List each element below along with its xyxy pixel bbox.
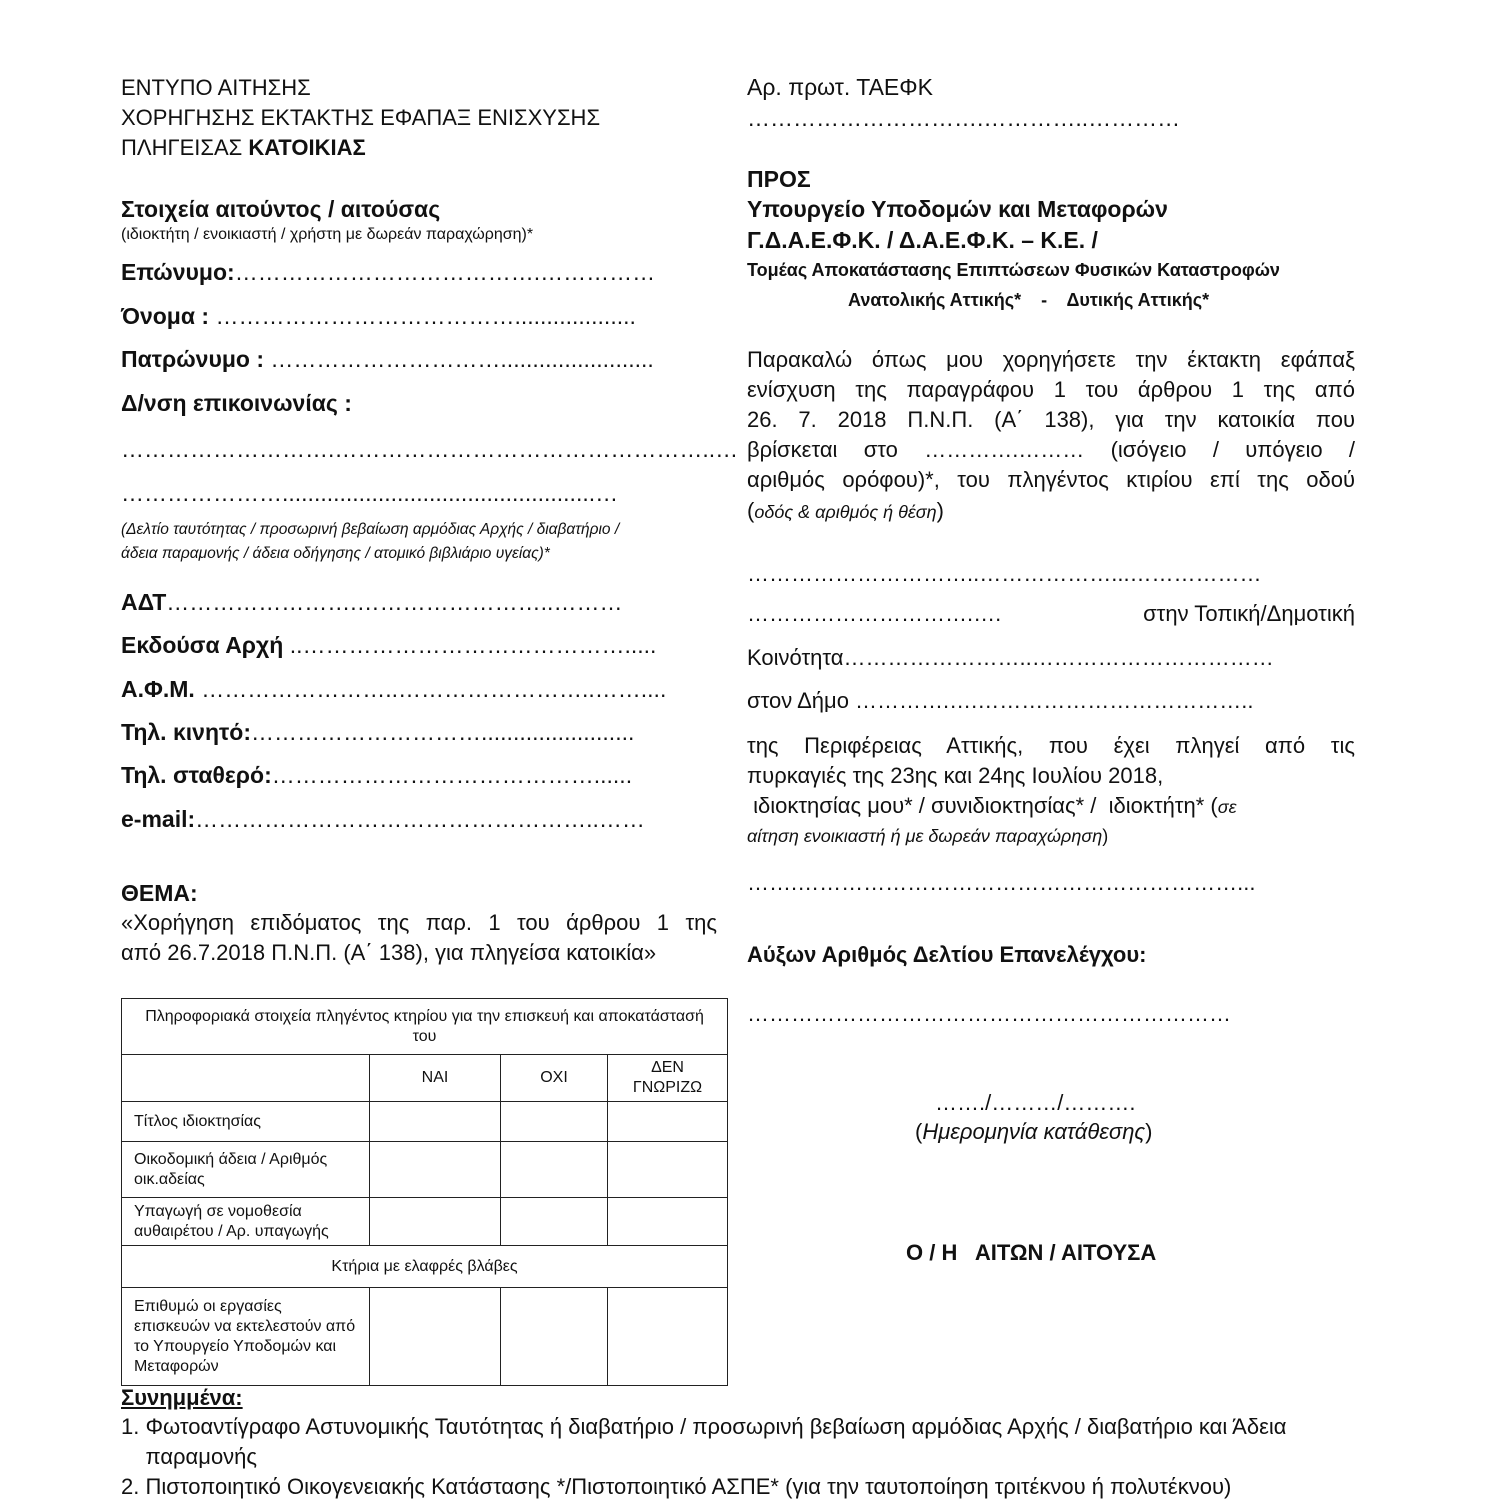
afm-field[interactable] bbox=[121, 676, 666, 703]
email-input[interactable]: ……………………………………………..…… bbox=[195, 806, 645, 832]
table-cell-yes[interactable] bbox=[370, 1198, 501, 1246]
attachment-item-1: 1. Φωτοαντίγραφο Αστυνομικής Ταυτότητας ή διαβατήριο / προσωρινή βεβαίωση αρμόδιας Αρχής / διαβατήριο και Άδεια bbox=[121, 1414, 1287, 1439]
column-header-yes: ΝΑΙ bbox=[370, 1055, 501, 1102]
table-cell-no[interactable] bbox=[501, 1198, 608, 1246]
issuing-authority-input[interactable]: ..……………………………………..... bbox=[289, 632, 657, 658]
attachments-heading: Συνημμένα: bbox=[121, 1385, 243, 1410]
form-title-bold: ΚΑΤΟΙΚΙΑΣ bbox=[248, 135, 366, 160]
table-cell-dont-know[interactable] bbox=[608, 1288, 728, 1386]
name-field[interactable] bbox=[121, 303, 636, 330]
email-field[interactable] bbox=[121, 806, 645, 833]
fathers-name-input[interactable]: …………………………........................ bbox=[270, 346, 654, 372]
subject-heading: ΘΕΜΑ: bbox=[121, 880, 198, 906]
request-line5: αριθμός ορόφου)*, του πληγέντος κτιρίου επί της οδού bbox=[747, 467, 1355, 492]
to-heading: ΠΡΟΣ bbox=[747, 166, 811, 192]
sector-name: Τομέας Αποκατάστασης Επιπτώσεων Φυσικών Καταστροφών bbox=[747, 260, 1280, 280]
date-input[interactable]: ……./………/………. bbox=[935, 1090, 1136, 1115]
address-label: Δ/νση επικοινωνίας : bbox=[121, 390, 352, 416]
table-cell-yes[interactable] bbox=[370, 1288, 501, 1386]
attachment-item-1-cont: παραμονής bbox=[121, 1444, 258, 1469]
email-label: e-mail: bbox=[121, 806, 196, 832]
surname-input[interactable]: ………………………………….…………… bbox=[234, 259, 656, 285]
landline-label: Τηλ. σταθερό: bbox=[121, 762, 272, 788]
mobile-field[interactable] bbox=[121, 719, 634, 746]
date-label-text: Ημερομηνία κατάθεσης bbox=[922, 1119, 1146, 1144]
column-header-empty bbox=[122, 1055, 370, 1102]
name-input[interactable]: …………………………………................... bbox=[215, 303, 636, 329]
subject-line2: από 26.7.2018 Π.Ν.Π. (Α΄ 138), για πληγείσα κατοικία» bbox=[121, 940, 657, 965]
ownership-input[interactable]: …….……………………………………………………... bbox=[747, 870, 1256, 895]
protocol-input[interactable]: ………………………….…………..………… bbox=[747, 105, 1181, 131]
table-cell-dont-know[interactable] bbox=[608, 1142, 728, 1198]
id-note-line1: (Δελτίο ταυτότητας / προσωρινή βεβαίωση αρμόδιας Αρχής / διαβατήριο / bbox=[121, 521, 620, 538]
table-header: Πληροφοριακά στοιχεία πληγέντος κτηρίου για την επισκευή και αποκατάστασή του bbox=[122, 999, 728, 1055]
table-row-label: Τίτλος ιδιοκτησίας bbox=[122, 1102, 370, 1142]
municipality-label: στον Δήμο bbox=[747, 688, 856, 713]
ownership-text: ιδιοκτησίας μου* / συνιδιοκτησίας* / ιδιοκτήτη* ( bbox=[747, 793, 1218, 818]
fathers-name-label: Πατρώνυμο : bbox=[121, 346, 271, 372]
municipality-input[interactable]: ………….….……………………………….. bbox=[855, 688, 1254, 713]
issuing-authority-field[interactable] bbox=[121, 632, 656, 659]
form-title-text: ΠΛΗΓΕΙΣΑΣ bbox=[121, 135, 249, 160]
regions-line: Ανατολικής Αττικής* - Δυτικής Αττικής* bbox=[848, 290, 1210, 310]
applicant-heading: Στοιχεία αιτούντος / αιτούσας bbox=[121, 196, 441, 222]
request-line1: Παρακαλώ όπως μου χορηγήσετε την έκτακτη εφάπαξ bbox=[747, 347, 1355, 372]
table-cell-dont-know[interactable] bbox=[608, 1102, 728, 1142]
table-cell-yes[interactable] bbox=[370, 1102, 501, 1142]
community-field[interactable] bbox=[747, 645, 1274, 671]
ownership-note: αίτηση ενοικιαστή ή με δωρεάν παραχώρηση) bbox=[747, 826, 1109, 846]
date-label: (Ημερομηνία κατάθεσης) bbox=[915, 1119, 1153, 1144]
issuing-authority-label: Εκδούσα Αρχή bbox=[121, 632, 290, 658]
table-cell-no[interactable] bbox=[501, 1288, 608, 1386]
street-note-text: οδός & αριθμός ή θέση bbox=[754, 502, 937, 522]
control-sheet-heading: Αύξων Αριθμός Δελτίου Επανελέγχου: bbox=[747, 942, 1147, 967]
address-input-line1[interactable]: ……………………….…………………………………………..… bbox=[121, 436, 739, 462]
table-section-header: Κτήρια με ελαφρές βλάβες bbox=[122, 1246, 728, 1288]
ownership-note-b: αίτηση ενοικιαστή ή με δωρεάν παραχώρηση bbox=[747, 826, 1103, 846]
column-header-dont-know: ΔΕΝ ΓΝΩΡΙΖΩ bbox=[608, 1055, 728, 1102]
request-line4: βρίσκεται στο ………….……… (ισόγειο / υπόγειο / bbox=[747, 437, 1355, 462]
table-cell-no[interactable] bbox=[501, 1102, 608, 1142]
request-line2: ενίσχυση της παραγράφου 1 του άρθρου 1 της από bbox=[747, 377, 1355, 402]
table-cell-dont-know[interactable] bbox=[608, 1198, 728, 1246]
form-title-line1: ΕΝΤΥΠΟ ΑΙΤΗΣΗΣ bbox=[121, 75, 311, 100]
subject-line1: «Χορήγηση επιδόματος της παρ. 1 του άρθρου 1 της bbox=[121, 910, 717, 935]
street-input-cont[interactable]: ………………………….…. bbox=[747, 601, 1002, 626]
adt-field[interactable] bbox=[121, 589, 622, 616]
id-note-line2: άδεια παραμονής / άδεια οδήγησης / ατομικό βιβλιάριο υγείας)* bbox=[121, 545, 550, 562]
table-row-label: Επιθυμώ οι εργασίες επισκευών να εκτελεστούν από το Υπουργείο Υποδομών και Μεταφορών bbox=[122, 1288, 370, 1386]
ownership-line bbox=[747, 793, 1355, 819]
landline-input[interactable]: ……………………………………...... bbox=[271, 762, 633, 788]
surname-field[interactable] bbox=[121, 259, 655, 286]
table-cell-yes[interactable] bbox=[370, 1142, 501, 1198]
attachment-item-2: 2. Πιστοποιητικό Οικογενειακής Κατάστασης */Πιστοποιητικό ΑΣΠΕ* (για την ταυτοποίηση τριτέκνου ή πολυτέκνου) bbox=[121, 1474, 1232, 1499]
mobile-label: Τηλ. κινητό: bbox=[121, 719, 251, 745]
community-type-text: στην Τοπική/Δημοτική bbox=[1143, 601, 1355, 626]
form-title-line3 bbox=[121, 135, 366, 161]
ministry-name: Υπουργείο Υποδομών και Μεταφορών bbox=[747, 196, 1168, 222]
address-input-line2[interactable]: ………………….................................................… bbox=[121, 480, 619, 506]
signature-label: Ο / Η ΑΙΤΩΝ / ΑΙΤΟΥΣΑ bbox=[906, 1240, 1157, 1265]
applicant-subheading: (ιδιοκτήτη / ενοικιαστή / χρήστη με δωρεάν παραχώρηση)* bbox=[121, 226, 534, 243]
mobile-input[interactable]: …………………………........................ bbox=[251, 719, 635, 745]
adt-input[interactable]: …………………….……………………..……… bbox=[166, 589, 623, 615]
landline-field[interactable] bbox=[121, 762, 632, 789]
form-title-line2: ΧΟΡΗΓΗΣΗΣ ΕΚΤΑΚΤΗΣ ΕΦΑΠΑΞ ΕΝΙΣΧΥΣΗΣ bbox=[121, 105, 601, 130]
community-line bbox=[747, 601, 1355, 627]
region-line1: της Περιφέρειας Αττικής, που έχει πληγεί από τις bbox=[747, 733, 1355, 758]
fathers-name-field[interactable] bbox=[121, 346, 654, 373]
directorate-name: Γ.Δ.Α.Ε.Φ.Κ. / Δ.Α.Ε.Φ.Κ. – Κ.Ε. / bbox=[747, 227, 1098, 253]
table-row-label: Οικοδομική άδεια / Αριθμός οικ.αδείας bbox=[122, 1142, 370, 1198]
surname-label: Επώνυμο: bbox=[121, 259, 235, 285]
street-note: (οδός & αριθμός ή θέση) bbox=[747, 498, 944, 523]
table-cell-no[interactable] bbox=[501, 1142, 608, 1198]
municipality-field[interactable] bbox=[747, 688, 1254, 714]
table-row-label: Υπαγωγή σε νομοθεσία αυθαιρέτου / Αρ. υπαγωγής bbox=[122, 1198, 370, 1246]
ownership-note-a: σε bbox=[1217, 797, 1237, 817]
adt-label: ΑΔΤ bbox=[121, 589, 167, 615]
afm-input[interactable]: ……………………..……………………..…….... bbox=[201, 676, 667, 702]
request-line3: 26. 7. 2018 Π.Ν.Π. (Α΄ 138), για την κατοικία που bbox=[747, 407, 1355, 432]
building-info-table bbox=[121, 998, 728, 1386]
street-input[interactable]: …………………………..………………...……………… bbox=[747, 561, 1262, 586]
community-input[interactable]: ……………………..…………………………… bbox=[843, 645, 1274, 670]
community-label: Κοινότητα bbox=[747, 645, 844, 670]
afm-label: Α.Φ.Μ. bbox=[121, 676, 202, 702]
region-line2: πυρκαγιές της 23ης και 24ης Ιουλίου 2018, bbox=[747, 763, 1164, 788]
protocol-label: Αρ. πρωτ. ΤΑΕΦΚ bbox=[747, 74, 933, 100]
control-sheet-input[interactable]: ………………………………………………………… bbox=[747, 1001, 1231, 1026]
column-header-no: ΟΧΙ bbox=[501, 1055, 608, 1102]
name-label: Όνομα : bbox=[121, 303, 216, 329]
